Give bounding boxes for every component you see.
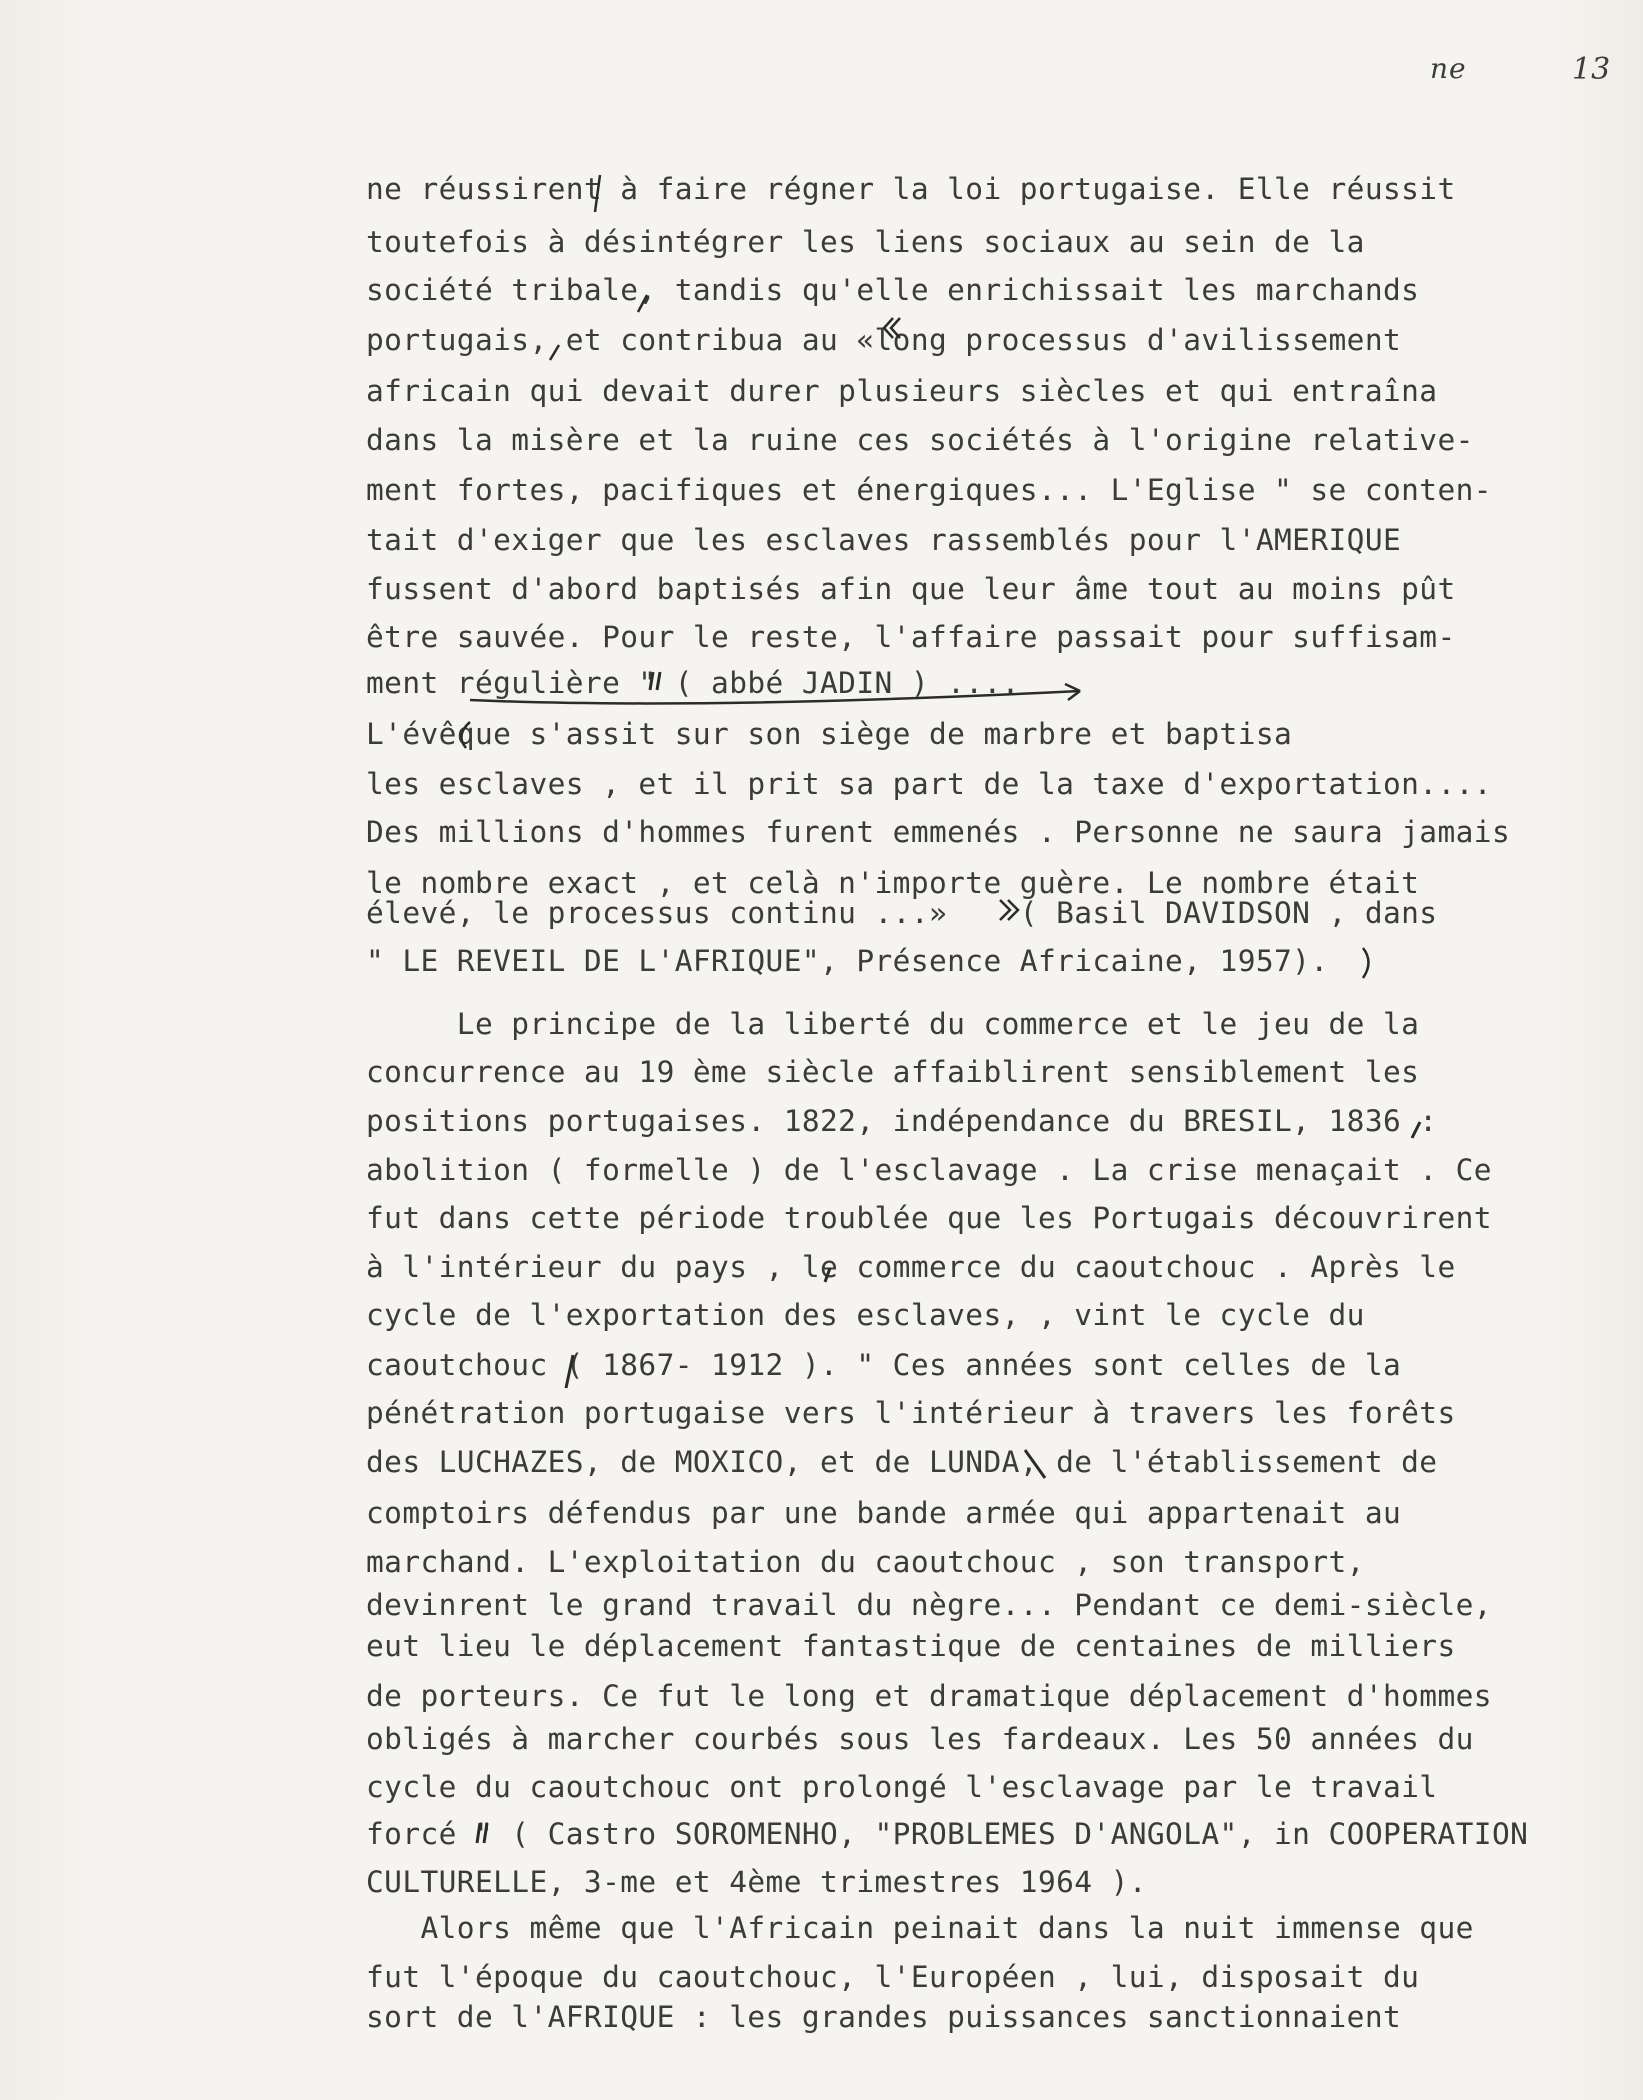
text-line: cycle de l'exportation des esclaves, , vint le cycle du [366,1298,1365,1332]
text-line: ment fortes, pacifiques et énergiques... L'Eglise " se conten- [366,473,1492,507]
text-line: devinrent le grand travail du nègre... Pendant ce demi-siècle, [366,1588,1492,1622]
text-line: pénétration portugaise vers l'intérieur à travers les forêts [366,1396,1456,1430]
text-line: " LE REVEIL DE L'AFRIQUE", Présence Africaine, 1957). [366,944,1329,978]
text-line: les esclaves , et il prit sa part de la taxe d'exportation.... [366,767,1492,801]
text-line: marchand. L'exploitation du caoutchouc , son transport, [366,1545,1365,1579]
text-line: élevé, le processus continu ...» ( Basil DAVIDSON , dans [366,896,1438,930]
text-line: à l'intérieur du pays , le commerce du caoutchouc . Après le [366,1250,1456,1284]
text-line: fussent d'abord baptisés afin que leur âme tout au moins pût [366,572,1456,606]
text-line: tait d'exiger que les esclaves rassemblés pour l'AMERIQUE [366,523,1402,557]
text-line: comptoirs défendus par une bande armée qui appartenait au [366,1496,1402,1530]
text-line: ment régulière " ( abbé JADIN ) .... [366,666,1020,700]
text-line: concurrence au 19 ème siècle affaiblirent sensiblement les [366,1055,1420,1089]
text-line: Le principe de la liberté du commerce et le jeu de la [366,1007,1420,1041]
text-line: CULTURELLE, 3-me et 4ème trimestres 1964 ). [366,1865,1147,1899]
text-line: des LUCHAZES, de MOXICO, et de LUNDA, de l'établissement de [366,1445,1438,1479]
text-line: cycle du caoutchouc ont prolongé l'esclavage par le travail [366,1770,1438,1804]
text-line: de porteurs. Ce fut le long et dramatique déplacement d'hommes [366,1679,1492,1713]
text-line: africain qui devait durer plusieurs siècles et qui entraîna [366,374,1438,408]
page-number: 13 [1572,52,1611,87]
text-line: fut l'époque du caoutchouc, l'Européen , lui, disposait du [366,1960,1420,1994]
text-line: portugais, et contribua au «long processus d'avilissement [366,323,1402,357]
text-line: obligés à marcher courbés sous les fardeaux. Les 50 années du [366,1722,1474,1756]
text-line: abolition ( formelle ) de l'esclavage . La crise menaçait . Ce [366,1153,1492,1187]
text-line: société tribale, tandis qu'elle enrichissait les marchands [366,273,1420,307]
text-line: positions portugaises. 1822, indépendance du BRESIL, 1836 : [366,1104,1438,1138]
text-line: sort de l'AFRIQUE : les grandes puissances sanctionnaient [366,2000,1402,2034]
text-line: Des millions d'hommes furent emmenés . Personne ne saura jamais [366,815,1511,849]
text-line: être sauvée. Pour le reste, l'affaire passait pour suffisam- [366,620,1456,654]
text-line: eut lieu le déplacement fantastique de centaines de milliers [366,1629,1456,1663]
text-line: caoutchouc ( 1867- 1912 ). " Ces années sont celles de la [366,1348,1402,1382]
text-line: le nombre exact , et celà n'importe guère. Le nombre était [366,866,1420,900]
text-line: Alors même que l'Africain peinait dans la nuit immense que [366,1911,1474,1945]
handwritten-marker: ne [1430,52,1467,85]
text-line: toutefois à désintégrer les liens sociaux au sein de la [366,225,1365,259]
text-line: fut dans cette période troublée que les Portugais découvrirent [366,1201,1492,1235]
text-line: dans la misère et la ruine ces sociétés à l'origine relative- [366,423,1474,457]
text-line: forcé " ( Castro SOROMENHO, "PROBLEMES D'ANGOLA", in COOPERATION [366,1817,1529,1851]
bracket-mark [1363,948,1369,978]
text-line: L'évêque s'assit sur son siège de marbre et baptisa [366,717,1293,751]
text-line: ne réussirent à faire régner la loi portugaise. Elle réussit [366,172,1456,206]
